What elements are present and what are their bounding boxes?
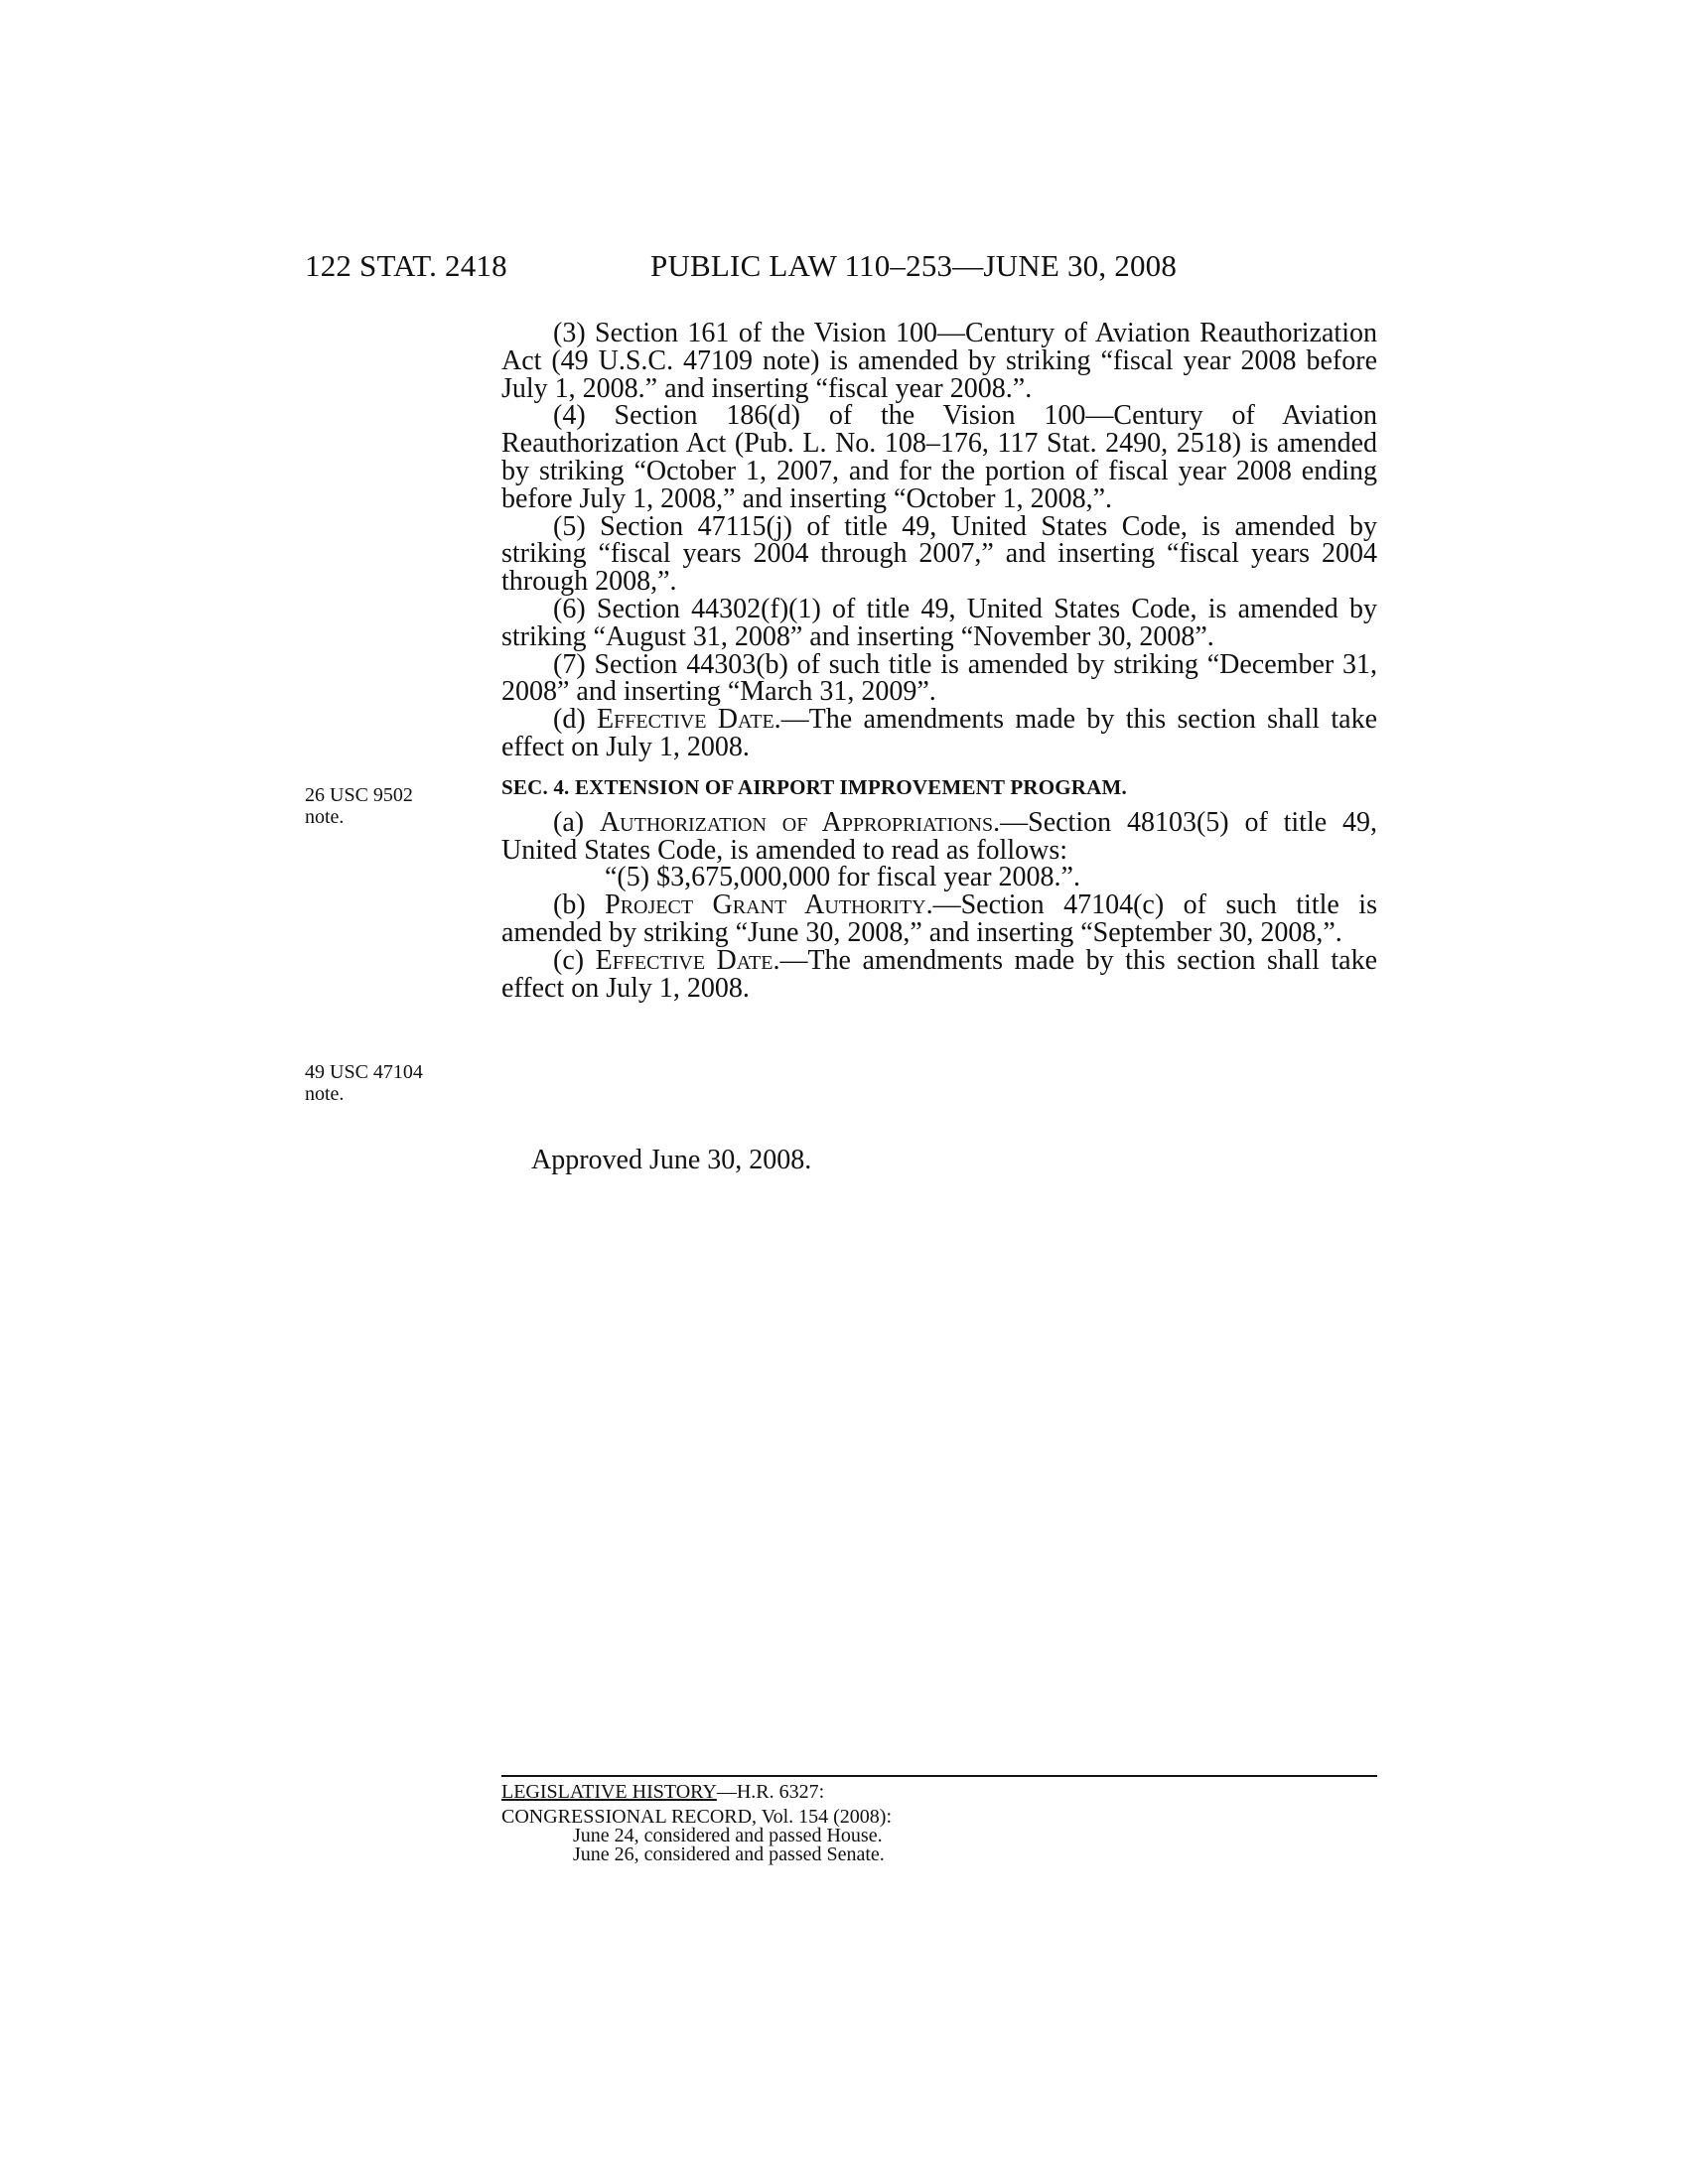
margin-note-1-label: note.: [305, 806, 345, 828]
margin-note-2: [305, 1061, 423, 1105]
paragraph-6: (6) Section 44302(f)(1) of title 49, United States Code, is amended by striking “August 31, 2008” and inserting “November 30, 2008”.: [501, 593, 1377, 652]
congressional-record: CONGRESSIONAL RECORD, Vol. 154 (2008):: [501, 1806, 892, 1828]
subsection-a-quote: “(5) $3,675,000,000 for fiscal year 2008.”.: [605, 862, 1080, 893]
history-entry: June 24, considered and passed House.: [573, 1825, 883, 1846]
paragraph-5: (5) Section 47115(j) of title 49, United States Code, is amended by striking “fiscal years 2004 through 2007,” and inserting “fiscal years 2004 through 2008,”.: [501, 510, 1377, 598]
paragraph-7: (7) Section 44303(b) of such title is amended by striking “December 31, 2008” and inserting “March 31, 2009”.: [501, 648, 1377, 708]
margin-note-2-label: note.: [305, 1083, 345, 1105]
subsection-a: [501, 806, 1378, 866]
subsection-d-heading: Effective Date: [597, 704, 774, 736]
paragraph-4: (4) Section 186(d) of the Vision 100—Century of Aviation Reauthorization Act (Pub. L. No. 108–176, 117 Stat. 2490, 2518) is amended by striking “October 1, 2007, and for the portion of fiscal year 2008 ending before July 1, 2008,” and inserting “October 1, 2008,”.: [501, 400, 1377, 514]
subsection-b: [501, 891, 1377, 947]
margin-note-2-citation: 49 USC 47104: [305, 1061, 423, 1083]
margin-note-1: [305, 784, 413, 828]
subsection-b-heading: Project Grant Authority: [605, 889, 926, 921]
subsection-a-heading: Authorization of Appropriations: [599, 806, 994, 838]
subsection-c-text: .—The amendments made by this section shall take effect on July 1, 2008.: [501, 944, 1378, 1004]
subsection-d-prefix: (d): [553, 704, 597, 736]
running-head-title: PUBLIC LAW 110–253—JUNE 30, 2008: [650, 248, 1178, 283]
subsection-d: [501, 706, 1377, 761]
page-stat-citation: 122 STAT. 2418: [305, 248, 507, 283]
subsection-d-text: .—The amendments made by this section shall take effect on July 1, 2008.: [501, 704, 1378, 762]
subsection-c: [501, 944, 1378, 1004]
subsection-b-text: .—Section 47104(c) of such title is amended by striking “June 30, 2008,” and inserting “September 30, 2008,”.: [501, 889, 1377, 948]
subsection-b-prefix: (b): [553, 889, 606, 921]
history-entry: June 26, considered and passed Senate.: [573, 1843, 885, 1865]
approval-line: Approved June 30, 2008.: [531, 1145, 812, 1175]
paragraph-3: (3) Section 161 of the Vision 100—Century of Aviation Reauthorization Act (49 U.S.C. 47109 note) is amended by striking “fiscal year 2008 before July 1, 2008.” and inserting “fiscal year 2008.”.: [501, 318, 1377, 404]
body-text: [501, 320, 1377, 1002]
legislative-history-heading: [501, 1783, 892, 1802]
subsection-c-prefix: (c): [553, 944, 596, 976]
footnote-divider: [501, 1775, 1377, 1777]
subsection-a-text: .—Section 48103(5) of title 49, United States Code, is amended to read as follows:: [501, 806, 1378, 866]
bill-number: —H.R. 6327:: [716, 1781, 825, 1803]
subsection-c-heading: Effective Date: [595, 944, 774, 976]
margin-note-1-citation: 26 USC 9502: [305, 784, 413, 806]
legislative-history: [501, 1783, 892, 1864]
subsection-a-prefix: (a): [553, 806, 600, 838]
section-4-heading: SEC. 4. EXTENSION OF AIRPORT IMPROVEMENT PROGRAM.: [501, 774, 1127, 799]
legislative-history-title: LEGISLATIVE HISTORY: [501, 1781, 717, 1803]
